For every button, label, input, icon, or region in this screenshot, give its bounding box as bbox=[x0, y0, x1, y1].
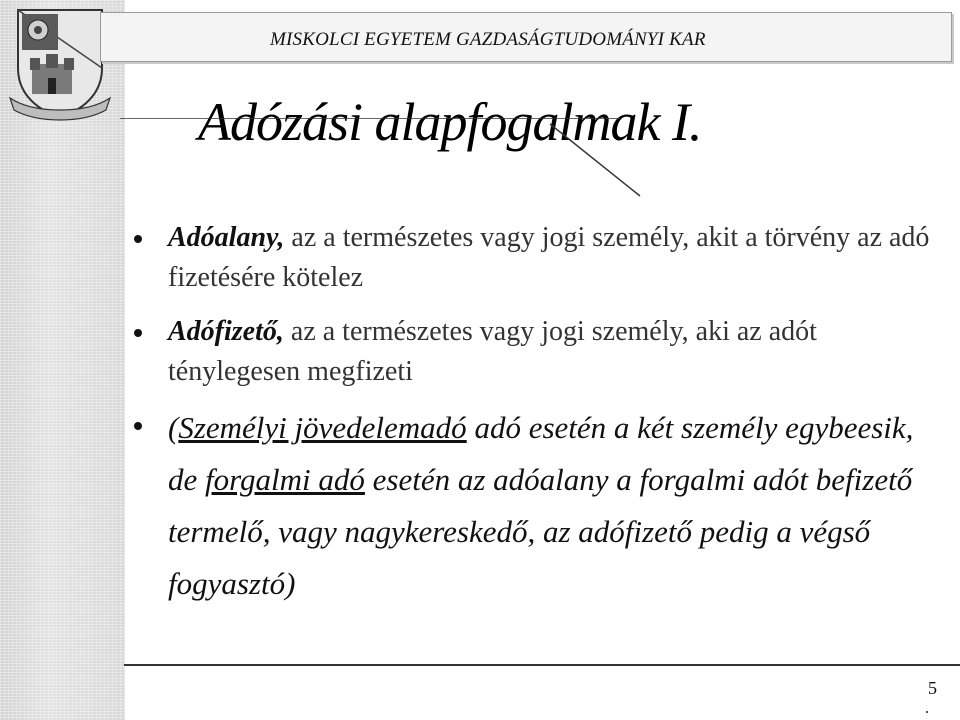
example-text-1: adó esetén a két személy egybeesik, de bbox=[168, 410, 914, 497]
bullet-dot-icon bbox=[134, 235, 142, 243]
bullet-dot-icon bbox=[134, 422, 142, 430]
footer-divider bbox=[124, 664, 960, 666]
slide-title: Adózási alapfogalmak I. bbox=[198, 92, 702, 152]
bullet-list bbox=[130, 218, 930, 610]
bullet-adofizeto bbox=[130, 312, 930, 392]
bullet-dot-icon bbox=[134, 329, 142, 337]
institution-header: MISKOLCI EGYETEM GAZDASÁGTUDOMÁNYI KAR bbox=[270, 29, 706, 50]
bullet-adoalany bbox=[130, 218, 930, 298]
page-number: 5 bbox=[928, 678, 937, 698]
open-paren: ( bbox=[168, 410, 179, 445]
definition-text: az a természetes vagy jogi személy, aki az adót ténylegesen megfizeti bbox=[168, 316, 817, 387]
title-decorative-line bbox=[120, 118, 660, 208]
university-crest-logo bbox=[8, 6, 112, 124]
link-forgalmi-ado[interactable]: forgalmi adó bbox=[205, 462, 365, 497]
term-adoalany: Adóalany, bbox=[168, 222, 285, 253]
term-adofizeto: Adófizető, bbox=[168, 316, 284, 347]
example-text-2: esetén az adóalany a forgalmi adót befizető termelő, vagy nagykereskedő, az adófizető pedig a végső fogyasztó) bbox=[168, 462, 913, 601]
bullet-example bbox=[130, 402, 930, 610]
link-szemelyi-jovedelemado[interactable]: Személyi jövedelemadó bbox=[178, 410, 467, 445]
definition-text: az a természetes vagy jogi személy, akit a törvény az adó fizetésére kötelez bbox=[168, 222, 930, 293]
footer-dot bbox=[926, 711, 928, 713]
